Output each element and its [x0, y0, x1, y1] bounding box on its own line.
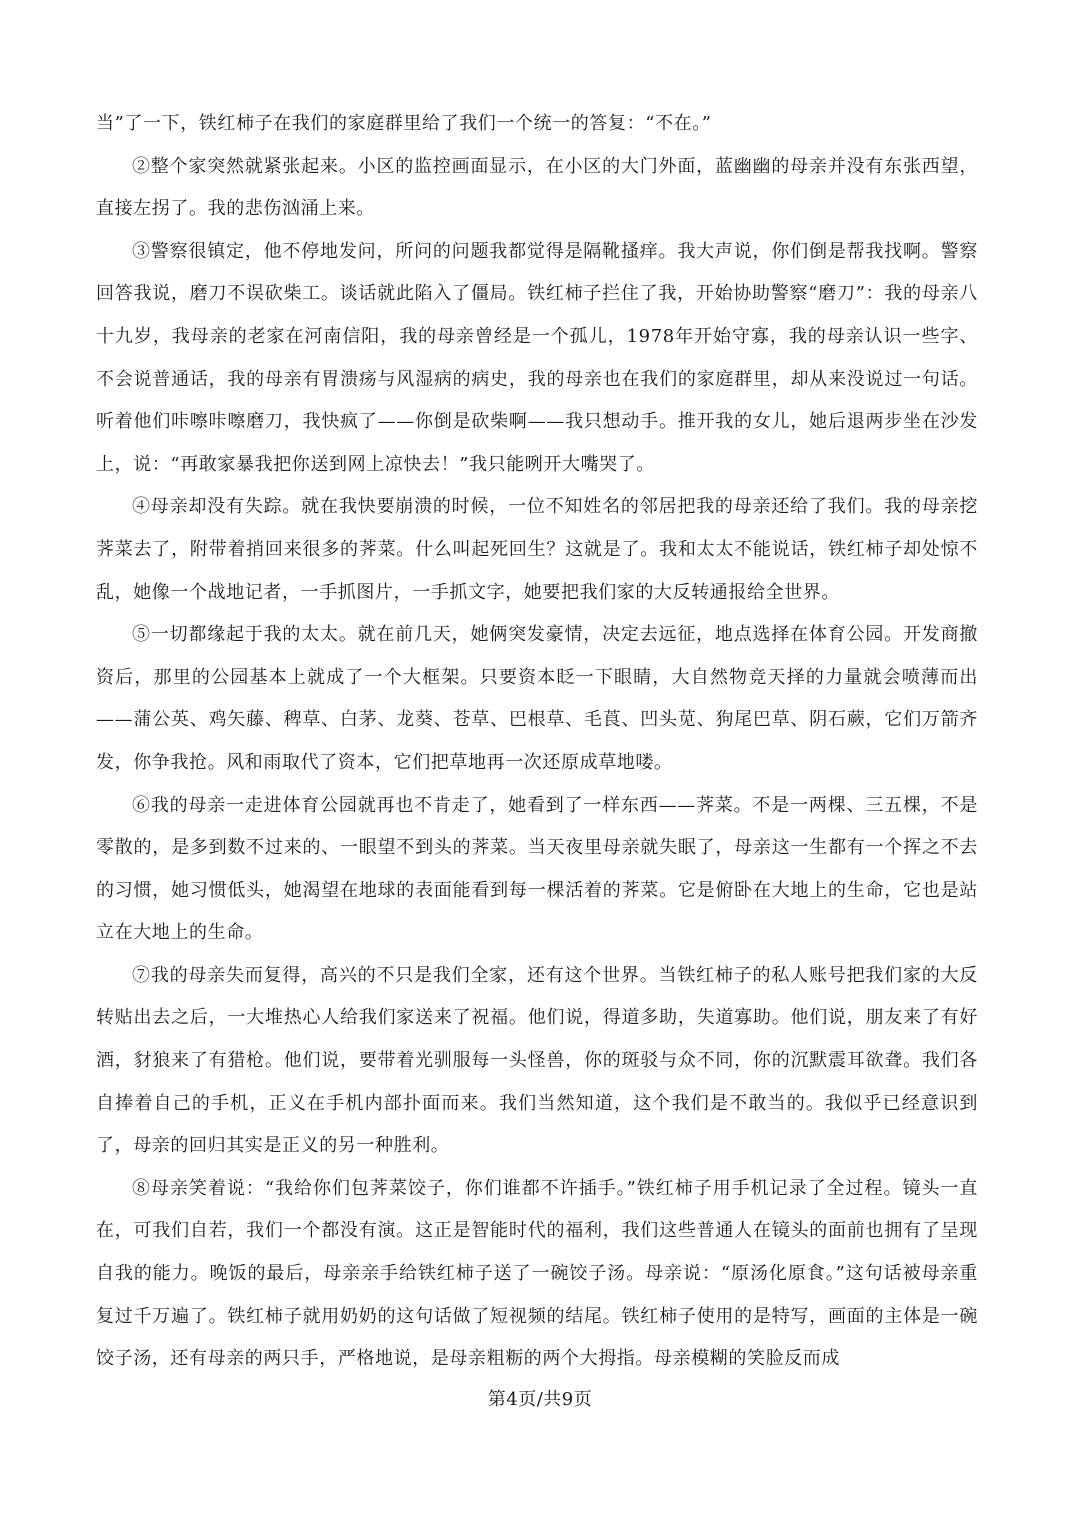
paragraph-8: ⑧母亲笑着说：“我给你们包荠菜饺子，你们谁都不许插手。”铁红柿子用手机记录了全过程。镜头一直在，可我们自若，我们一个都没有演。这正是智能时代的福利，我们这些普通人在镜头的面前也拥有了呈现自我的能力。晚饭的最后，母亲亲手给铁红柿子送了一碗饺子汤。母亲说：“原汤化原食。”这句话被母亲重复过千万遍了。铁红柿子就用奶奶的这句话做了短视频的结尾。铁红柿子使用的是特写，画面的主体是一碗饺子汤，还有母亲的两只手，严格地说，是母亲粗粝的两个大拇指。母亲模糊的笑脸反而成: [96, 1177, 978, 1370]
paragraph-3: ③警察很镇定，他不停地发问，所问的问题我都觉得是隔靴搔痒。我大声说，你们倒是帮我找啊。警察回答我说，磨刀不误砍柴工。谈话就此陷入了僵局。铁红柿子拦住了我，开始协助警察“磨刀”：我的母亲八十九岁，我母亲的老家在河南信阳，我的母亲曾经是一个孤儿，1978年开始守寡，我的母亲认识一些字、不会说普通话，我的母亲有胃溃疡与风湿病的病史，我的母亲也在我们的家庭群里，却从来没说过一句话。听着他们咔嚓咔嚓磨刀，我快疯了——你倒是砍柴啊——我只想动手。推开我的女儿，她后退两步坐在沙发上，说：“再敢家暴我把你送到网上凉快去！”我只能咧开大嘴哭了。: [96, 240, 978, 475]
paragraph-5: ⑤一切都缘起于我的太太。就在前几天，她俩突发豪情，决定去远征，地点选择在体育公园。开发商撤资后，那里的公园基本上就成了一个大框架。只要资本眨一下眼睛，大自然物竞天择的力量就会喷薄而出——蒲公英、鸡矢藤、稗草、白茅、龙葵、苍草、巴根草、毛莨、凹头苋、狗尾巴草、阴石蕨，它们万箭齐发，你争我抢。风和雨取代了资本，它们把草地再一次还原成草地喽。: [96, 624, 978, 773]
paragraph-2: ②整个家突然就紧张起来。小区的监控画面显示，在小区的大门外面，蓝幽幽的母亲并没有东张西望，直接左拐了。我的悲伤汹涌上来。: [96, 155, 978, 220]
article-body: [96, 103, 978, 1381]
paragraph-7: ⑦我的母亲失而复得，高兴的不只是我们全家，还有这个世界。当铁红柿子的私人账号把我们家的大反转贴出去之后，一大堆热心人给我们家送来了祝福。他们说，得道多助，失道寡助。他们说，朋友来了有好酒，豺狼来了有猎枪。他们说，要带着光驯服每一头怪兽，你的斑驳与众不同，你的沉默震耳欲聋。我们各自捧着自己的手机，正义在手机内部扑面而来。我们当然知道，这个我们是不敢当的。我似乎已经意识到了，母亲的回归其实是正义的另一种胜利。: [96, 964, 978, 1157]
page-number-footer: 第4页/共9页: [487, 1389, 593, 1410]
paragraph-4: ④母亲却没有失踪。就在我快要崩溃的时候，一位不知姓名的邻居把我的母亲还给了我们。我的母亲挖荠菜去了，附带着捎回来很多的荠菜。什么叫起死回生？这就是了。我和太太不能说话，铁红柿子却处惊不乱，她像一个战地记者，一手抓图片，一手抓文字，她要把我们家的大反转通报给全世界。: [96, 496, 978, 603]
paragraph-6: ⑥我的母亲一走进体育公园就再也不肯走了，她看到了一样东西——荠菜。不是一两棵、三五棵，不是零散的，是多到数不过来的、一眼望不到头的荠菜。当天夜里母亲就失眠了，母亲这一生都有一个挥之不去的习惯，她习惯低头，她渴望在地球的表面能看到每一棵活着的荠菜。它是俯卧在大地上的生命，它也是站立在大地上的生命。: [96, 794, 978, 944]
paragraph-continued: 当”了一下，铁红柿子在我们的家庭群里给了我们一个统一的答复：“不在。”: [96, 113, 712, 134]
